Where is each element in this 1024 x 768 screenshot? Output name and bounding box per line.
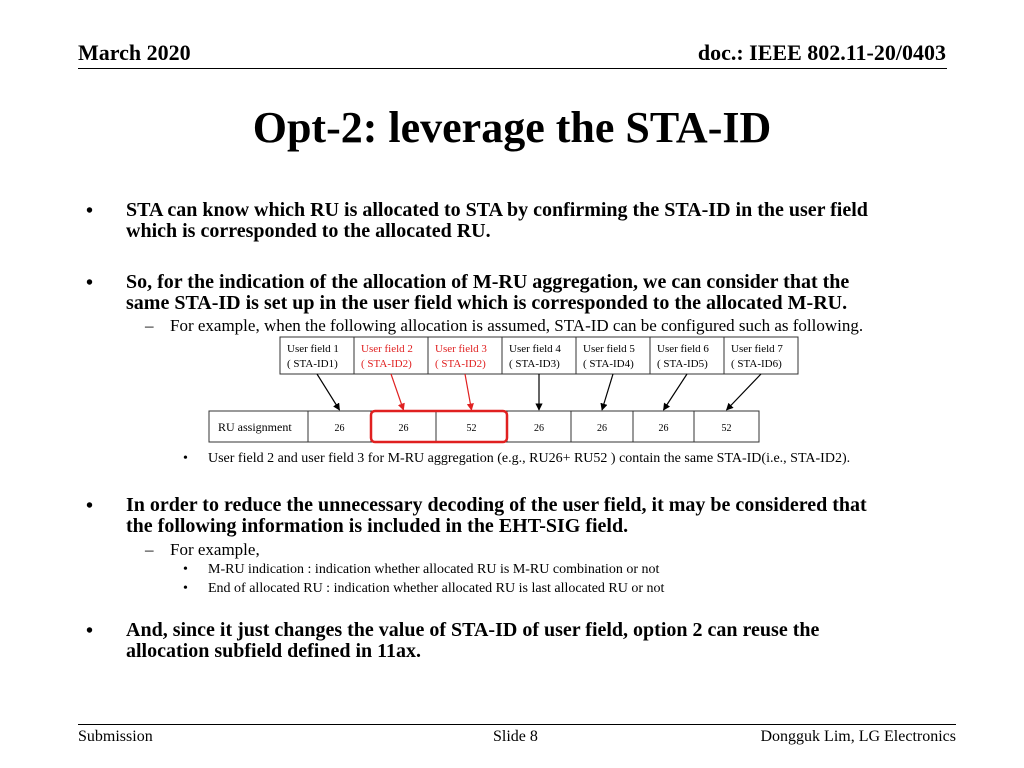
user-field-3	[428, 337, 502, 374]
mapping-arrow	[465, 374, 472, 410]
user-field-5	[576, 337, 650, 374]
header-date: March 2020	[78, 40, 191, 65]
bullet-1-line-2: which is corresponded to the allocated RU.	[126, 220, 491, 242]
ru-assignment-label: RU assignment	[218, 420, 292, 434]
sub-bullet-dot: •	[183, 451, 188, 466]
ru-value: 26	[658, 423, 669, 434]
mapping-arrow	[391, 374, 404, 410]
bullet-1-line-1: STA can know which RU is allocated to STA by confirming the STA-ID in the user field	[126, 199, 868, 221]
ru-value: 26	[334, 423, 345, 434]
user-field-sta-id: ( STA-ID6)	[731, 358, 782, 370]
ru-assignment-row	[209, 411, 759, 442]
user-field-sta-id: ( STA-ID4)	[583, 358, 634, 370]
bullet-3-item-2-text: End of allocated RU : indication whether allocated RU is last allocated RU or not	[208, 581, 665, 596]
mapping-arrow	[664, 374, 688, 410]
footer-author: Dongguk Lim, LG Electronics	[760, 728, 956, 745]
user-field-sta-id: ( STA-ID2)	[361, 358, 412, 370]
sub-bullet-dot: •	[183, 581, 188, 596]
sub-bullet-dot: •	[183, 562, 188, 577]
footer-submission: Submission	[78, 728, 153, 745]
bullet-dot: •	[86, 495, 94, 517]
bullet-3-line-1: In order to reduce the unnecessary decoding of the user field, it may be considered that	[126, 494, 867, 516]
header-doc-id: doc.: IEEE 802.11-20/0403	[697, 40, 946, 65]
bullet-3-sub-text: For example,	[170, 540, 260, 559]
sub-dash: –	[145, 540, 154, 559]
ru-value: 26	[534, 423, 544, 434]
user-field-label: User field 6	[657, 343, 709, 355]
user-field-1	[280, 337, 354, 374]
user-field-sta-id: ( STA-ID2)	[435, 358, 486, 370]
slide-title: Opt-2: leverage the STA-ID	[252, 103, 772, 152]
mapping-arrows	[317, 374, 761, 410]
user-field-6	[650, 337, 724, 374]
user-field-sta-id: ( STA-ID3)	[509, 358, 560, 370]
ru-value: 52	[721, 423, 732, 434]
bullet-2-sub-text: For example, when the following allocation is assumed, STA-ID can be configured such as following.	[170, 316, 864, 335]
mapping-arrow	[602, 374, 613, 410]
user-field-label: User field 4	[509, 343, 561, 355]
user-field-label: User field 7	[731, 343, 783, 355]
bullet-4-line-2: allocation subfield defined in 11ax.	[126, 640, 422, 662]
bullet-dot: •	[86, 272, 94, 294]
mapping-arrow	[727, 374, 762, 410]
bullet-3-line-2: the following information is included in the EHT-SIG field.	[126, 515, 629, 537]
user-field-label: User field 3	[435, 343, 487, 355]
user-field-label: User field 1	[287, 343, 339, 355]
user-field-7	[724, 337, 798, 374]
bullet-dot: •	[86, 620, 94, 642]
mapping-arrow	[317, 374, 340, 410]
bullet-2-line-2: same STA-ID is set up in the user field which is corresponded to the allocated M-RU.	[126, 292, 848, 314]
user-field-label: User field 2	[361, 343, 413, 355]
bullet-2-note-text: User field 2 and user field 3 for M-RU aggregation (e.g., RU26+ RU52 ) contain the same STA-ID(i.e., STA-ID2).	[208, 451, 851, 466]
sub-dash: –	[145, 316, 154, 335]
footer-rule	[78, 724, 956, 725]
bullet-3-item-1-text: M-RU indication : indication whether allocated RU is M-RU combination or not	[208, 562, 660, 577]
user-fields	[280, 337, 798, 374]
ru-value: 26	[398, 423, 409, 434]
ru-value: 52	[466, 423, 477, 434]
user-field-label: User field 5	[583, 343, 635, 355]
bullet-4-line-1: And, since it just changes the value of STA-ID of user field, option 2 can reuse the	[126, 619, 820, 641]
user-field-sta-id: ( STA-ID5)	[657, 358, 708, 370]
ru-value: 26	[597, 423, 607, 434]
bullet-2-line-1: So, for the indication of the allocation of M-RU aggregation, we can consider that the	[126, 271, 850, 293]
user-field-sta-id: ( STA-ID1)	[287, 358, 338, 370]
user-field-2	[354, 337, 428, 374]
footer-slide-number: Slide 8	[493, 728, 538, 745]
user-field-4	[502, 337, 576, 374]
bullet-dot: •	[86, 200, 94, 222]
